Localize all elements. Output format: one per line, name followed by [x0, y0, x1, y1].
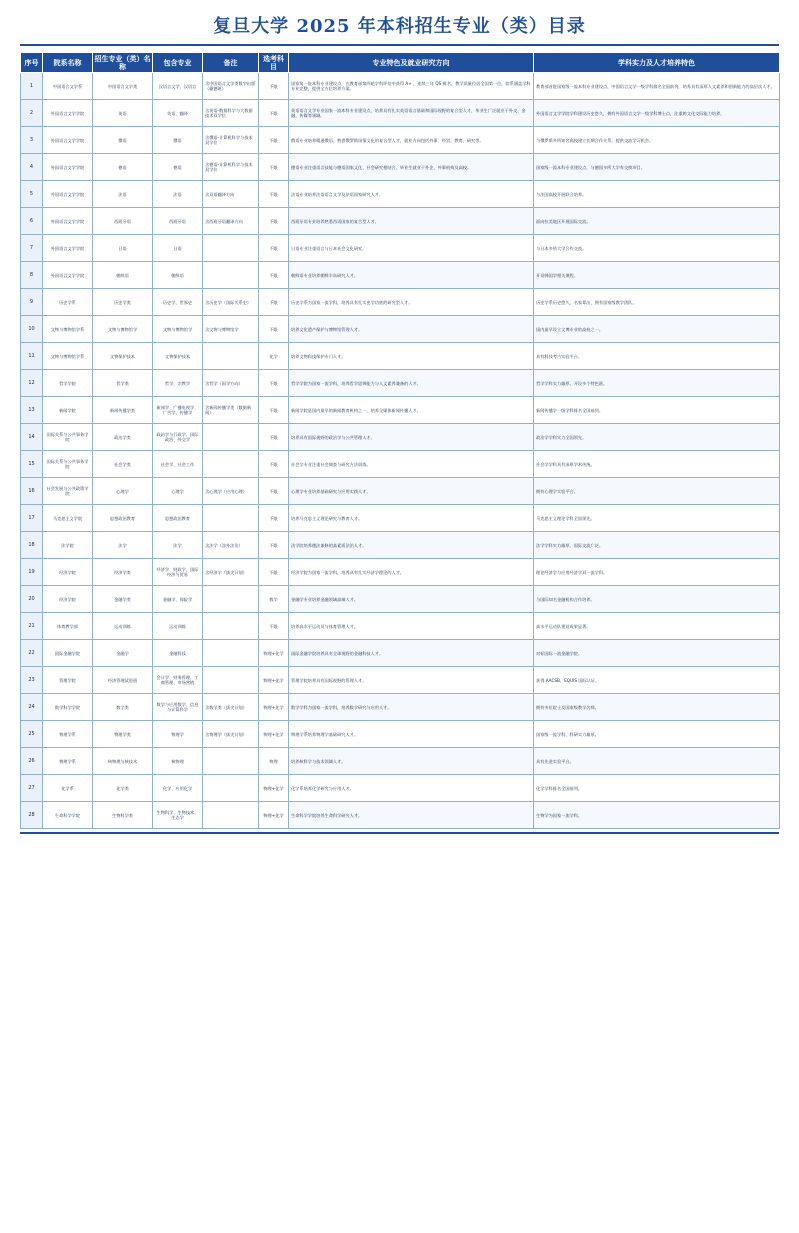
- row-feature: 获得 AACSB、EQUIS 国际认证。: [534, 667, 780, 694]
- row-feature: 具有先进实验平台。: [534, 748, 780, 775]
- row-major: 西班牙语: [93, 208, 153, 235]
- row-note: [203, 586, 259, 613]
- row-note: [203, 667, 259, 694]
- row-feature: 与日本多所大学合作交流。: [534, 235, 780, 262]
- row-note: [203, 451, 259, 478]
- row-major: 金融学: [93, 640, 153, 667]
- row-included-majors: 朝鲜语: [153, 262, 203, 289]
- table-row: [21, 370, 780, 397]
- title-divider: [20, 44, 779, 46]
- row-subject: 不限: [259, 181, 289, 208]
- row-included-majors: 文物与博物馆学: [153, 316, 203, 343]
- row-feature: 国家级一流本科专业建设点，与德国多所大学有交换项目。: [534, 154, 780, 181]
- row-included-majors: 运动训练: [153, 613, 203, 640]
- row-included-majors: 化学、应用化学: [153, 775, 203, 802]
- table-row: [21, 73, 780, 100]
- footer-divider: [20, 832, 779, 834]
- row-note: [203, 613, 259, 640]
- table-row: [21, 505, 780, 532]
- table-row: [21, 559, 780, 586]
- row-note: [203, 343, 259, 370]
- row-major: 生物科学类: [93, 802, 153, 829]
- row-major: 文物与博物馆学: [93, 316, 153, 343]
- row-subject: 物理+化学: [259, 802, 289, 829]
- header-included: 包含专业: [153, 53, 203, 73]
- table-row: [21, 613, 780, 640]
- row-subject: 不限: [259, 316, 289, 343]
- row-note: 含历史学（国际关系史）: [203, 289, 259, 316]
- row-major: 历史学类: [93, 289, 153, 316]
- row-included-majors: 英语、翻译: [153, 100, 203, 127]
- row-school: 法学院: [43, 532, 93, 559]
- row-school: 社会发展与公共政策学院: [43, 478, 93, 505]
- row-direction: 西班牙语专业培养熟悉西语国家的复合型人才。: [289, 208, 534, 235]
- row-major: 运动训练: [93, 613, 153, 640]
- row-index: 21: [21, 613, 43, 640]
- row-direction: 国际金融学院培养具有全球视野的金融科技人才。: [289, 640, 534, 667]
- row-subject: 不限: [259, 235, 289, 262]
- table-row: [21, 154, 780, 181]
- row-index: 23: [21, 667, 43, 694]
- row-index: 20: [21, 586, 43, 613]
- page-title: 复旦大学 2025 年本科招生专业（类）目录: [213, 16, 586, 37]
- row-index: 1: [21, 73, 43, 100]
- row-feature: 马克思主义理论学科全国领先。: [534, 505, 780, 532]
- row-major: 法语: [93, 181, 153, 208]
- row-included-majors: 法语: [153, 181, 203, 208]
- row-subject: 不限: [259, 154, 289, 181]
- row-index: 2: [21, 100, 43, 127]
- row-subject: 不限: [259, 289, 289, 316]
- row-subject: 不限: [259, 559, 289, 586]
- row-school: 文物与博物馆学系: [43, 343, 93, 370]
- table-row: [21, 802, 780, 829]
- row-school: 国际关系与公共事务学院: [43, 451, 93, 478]
- row-index: 3: [21, 127, 43, 154]
- row-school: 外国语言文学学院: [43, 181, 93, 208]
- row-subject: 不限: [259, 127, 289, 154]
- row-included-majors: 心理学: [153, 478, 203, 505]
- row-major: 俄语: [93, 127, 153, 154]
- header-direction: 专业特色及就业研究方向: [289, 53, 534, 73]
- row-school: 经济学院: [43, 559, 93, 586]
- row-major: 文物保护技术: [93, 343, 153, 370]
- row-major: 核物理与核技术: [93, 748, 153, 775]
- row-subject: 物理+化学: [259, 640, 289, 667]
- row-included-majors: 历史学、世界史: [153, 289, 203, 316]
- table-row: [21, 640, 780, 667]
- row-school: 生命科学学院: [43, 802, 93, 829]
- row-included-majors: 日语: [153, 235, 203, 262]
- row-note: 含物理学（拔尖计划）: [203, 721, 259, 748]
- row-major: 日语: [93, 235, 153, 262]
- row-feature: 对标国际一流金融学院。: [534, 640, 780, 667]
- row-index: 5: [21, 181, 43, 208]
- row-subject: 数学: [259, 586, 289, 613]
- row-subject: 不限: [259, 100, 289, 127]
- row-direction: 金融学专业培养金融领域高端人才。: [289, 586, 534, 613]
- row-school: 马克思主义学院: [43, 505, 93, 532]
- row-subject: 不限: [259, 505, 289, 532]
- row-note: 含新闻传播学类（数据新闻）: [203, 397, 259, 424]
- row-included-majors: 文物保护技术: [153, 343, 203, 370]
- row-school: 国际金融学院: [43, 640, 93, 667]
- row-feature: 外国语言文学学院学科建设历史悠久，拥有外国语言文学一级学科博士点，注重跨文化交际能力培养。: [534, 100, 780, 127]
- row-major: 心理学: [93, 478, 153, 505]
- table-row: [21, 235, 780, 262]
- row-major: 法学: [93, 532, 153, 559]
- row-index: 26: [21, 748, 43, 775]
- row-feature: 化学学科排名全国前列。: [534, 775, 780, 802]
- row-subject: 物理+化学: [259, 775, 289, 802]
- table-row: [21, 316, 780, 343]
- row-feature: 具有科技考古实验平台。: [534, 343, 780, 370]
- row-major: 德语: [93, 154, 153, 181]
- row-note: 含俄语-计算机科学与技术双学位: [203, 127, 259, 154]
- row-included-majors: 思想政治教育: [153, 505, 203, 532]
- row-school: 体育教学部: [43, 613, 93, 640]
- row-index: 27: [21, 775, 43, 802]
- row-direction: 俄语专业培养精通俄语、熟悉俄罗斯国情文化的复合型人才，就业方向包括外事、经贸、教育、研究等。: [289, 127, 534, 154]
- row-school: 管理学院: [43, 667, 93, 694]
- row-subject: 不限: [259, 451, 289, 478]
- row-subject: 物理+化学: [259, 694, 289, 721]
- row-index: 8: [21, 262, 43, 289]
- row-major: 数学类: [93, 694, 153, 721]
- row-note: [203, 424, 259, 451]
- row-feature: 历史学系历史悠久，名家辈出，拥有国家级教学团队。: [534, 289, 780, 316]
- row-index: 15: [21, 451, 43, 478]
- row-feature: 生物学为国家一流学科。: [534, 802, 780, 829]
- row-feature: 拥有心理学实验平台。: [534, 478, 780, 505]
- table-row: [21, 748, 780, 775]
- row-note: 含德语-计算机科学与技术双学位: [203, 154, 259, 181]
- row-index: 7: [21, 235, 43, 262]
- row-index: 28: [21, 802, 43, 829]
- row-subject: 物理+化学: [259, 667, 289, 694]
- row-direction: 国家第一批本科专业建设点，在教育部第四轮学科评估中获得 A+ ，连续三年 QS 排名、教学质量位居全国第一位，院系涵盖学科专业完整，提供全方位培养方案。: [289, 73, 534, 100]
- row-direction: 德语专业注重语言技能与德语国家文化、社会研究相结合，毕业生就业于外企、外事机构及高校。: [289, 154, 534, 181]
- header-feature: 学科实力及人才培养特色: [534, 53, 780, 73]
- row-feature: 政治学学科实力全国领先。: [534, 424, 780, 451]
- row-direction: 培养具有国际视野的政治学与公共管理人才。: [289, 424, 534, 451]
- row-direction: 化学系培养化学研究与应用人才。: [289, 775, 534, 802]
- row-index: 14: [21, 424, 43, 451]
- table-body: [21, 73, 780, 829]
- row-included-majors: 社会学、社会工作: [153, 451, 203, 478]
- row-subject: 不限: [259, 478, 289, 505]
- row-index: 24: [21, 694, 43, 721]
- row-major: 化学类: [93, 775, 153, 802]
- row-included-majors: 金融科技: [153, 640, 203, 667]
- row-school: 外国语言文学学院: [43, 235, 93, 262]
- row-direction: 历史学系为国家一流学科，培养具有扎实史学功底的研究型人才。: [289, 289, 534, 316]
- row-school: 化学系: [43, 775, 93, 802]
- row-included-majors: 政治学与行政学、国际政治、外交学: [153, 424, 203, 451]
- row-included-majors: 核物理: [153, 748, 203, 775]
- row-direction: 英语语言文学专业国家一流本科专业建设点，培养具有扎实英语语言基础和国际视野的复合型人才，毕业生广泛就业于外交、金融、传媒等领域。: [289, 100, 534, 127]
- table-row: [21, 343, 780, 370]
- row-included-majors: 法学: [153, 532, 203, 559]
- row-direction: 法语专业培养法语语言文学及法语国家研究人才。: [289, 181, 534, 208]
- row-feature: 社会学学科具有深厚学术传统。: [534, 451, 780, 478]
- header-index: 序号: [21, 53, 43, 73]
- row-index: 19: [21, 559, 43, 586]
- row-major: 金融学类: [93, 586, 153, 613]
- row-note: 含数学类（拔尖计划）: [203, 694, 259, 721]
- row-feature: 高水平运动队建设成果显著。: [534, 613, 780, 640]
- header-subject: 选考科目: [259, 53, 289, 73]
- row-direction: 心理学专业培养基础研究与应用实践人才。: [289, 478, 534, 505]
- row-direction: 培养文物科技保护专门人才。: [289, 343, 534, 370]
- row-major: 物理学类: [93, 721, 153, 748]
- row-index: 17: [21, 505, 43, 532]
- row-note: [203, 775, 259, 802]
- row-major: 英语: [93, 100, 153, 127]
- row-subject: 不限: [259, 208, 289, 235]
- row-major: 经济管理试验班: [93, 667, 153, 694]
- row-feature: 与俄罗斯多所知名高校建立长期合作关系，提供交流学习机会。: [534, 127, 780, 154]
- row-note: [203, 505, 259, 532]
- row-school: 文物与博物馆学系: [43, 316, 93, 343]
- row-school: 外国语言文学学院: [43, 208, 93, 235]
- row-direction: 数学学科为国家一流学科，培养数学研究与应用人才。: [289, 694, 534, 721]
- row-major: 中国语言文学类: [93, 73, 153, 100]
- row-included-majors: 金融学、保险学: [153, 586, 203, 613]
- row-feature: 开设韩国学相关课程。: [534, 262, 780, 289]
- row-direction: 社会学专业注重社会调查与研究方法训练。: [289, 451, 534, 478]
- row-note: 含西班牙语翻译方向: [203, 208, 259, 235]
- row-direction: 培养核科学与技术领域人才。: [289, 748, 534, 775]
- row-major: 社会学类: [93, 451, 153, 478]
- row-included-majors: 新闻学、广播电视学、广告学、传播学: [153, 397, 203, 424]
- row-major: 朝鲜语: [93, 262, 153, 289]
- row-included-majors: 西班牙语: [153, 208, 203, 235]
- row-direction: 新闻学院是国内最早的新闻教育机构之一，培养全媒体新闻传播人才。: [289, 397, 534, 424]
- header-school: 院系名称: [43, 53, 93, 73]
- row-direction: 哲学学院为国家一流学科，培养哲学思辨能力与人文素养兼备的人才。: [289, 370, 534, 397]
- row-index: 16: [21, 478, 43, 505]
- row-school: 新闻学院: [43, 397, 93, 424]
- table-row: [21, 532, 780, 559]
- row-subject: 化学: [259, 343, 289, 370]
- row-included-majors: 汉语言文学、汉语言: [153, 73, 203, 100]
- table-header-row: [21, 53, 780, 73]
- row-feature: 哲学学科实力雄厚，开设多个特色班。: [534, 370, 780, 397]
- row-index: 12: [21, 370, 43, 397]
- table-row: [21, 721, 780, 748]
- row-feature: 法学学科实力雄厚，国际交流广泛。: [534, 532, 780, 559]
- row-school: 经济学院: [43, 586, 93, 613]
- row-note: 含双语翻译方向: [203, 181, 259, 208]
- row-subject: 不限: [259, 613, 289, 640]
- row-note: 含文物与博物馆学: [203, 316, 259, 343]
- row-school: 中国语言文学系: [43, 73, 93, 100]
- table-row: [21, 667, 780, 694]
- row-note: [203, 802, 259, 829]
- row-included-majors: 物理学: [153, 721, 203, 748]
- row-included-majors: 数学与应用数学、信息与计算科学: [153, 694, 203, 721]
- row-feature: 理论经济学与应用经济学双一流学科。: [534, 559, 780, 586]
- row-subject: 不限: [259, 397, 289, 424]
- row-subject: 物理+化学: [259, 721, 289, 748]
- row-major: 经济学类: [93, 559, 153, 586]
- row-major: 思想政治教育: [93, 505, 153, 532]
- row-index: 13: [21, 397, 43, 424]
- row-note: 含经济学（拔尖计划）: [203, 559, 259, 586]
- row-included-majors: 哲学、宗教学: [153, 370, 203, 397]
- row-note: 含心理学（应用心理）: [203, 478, 259, 505]
- row-school: 物理学系: [43, 721, 93, 748]
- row-subject: 不限: [259, 532, 289, 559]
- row-school: 物理学系: [43, 748, 93, 775]
- row-major: 哲学类: [93, 370, 153, 397]
- row-direction: 培养马克思主义理论研究与教育人才。: [289, 505, 534, 532]
- row-feature: 与法国高校开展联合培养。: [534, 181, 780, 208]
- table-row: [21, 397, 780, 424]
- row-index: 18: [21, 532, 43, 559]
- row-index: 10: [21, 316, 43, 343]
- row-major: 新闻传播学类: [93, 397, 153, 424]
- row-included-majors: 德语: [153, 154, 203, 181]
- row-subject: 不限: [259, 262, 289, 289]
- table-row: [21, 181, 780, 208]
- row-subject: 物理: [259, 748, 289, 775]
- row-note: 含中国语言文学类数字出版（戴德班）: [203, 73, 259, 100]
- row-index: 22: [21, 640, 43, 667]
- table-row: [21, 424, 780, 451]
- row-school: 外国语言文学学院: [43, 127, 93, 154]
- row-subject: 不限: [259, 370, 289, 397]
- row-feature: 面向拉美地区开展国际交流。: [534, 208, 780, 235]
- row-note: [203, 640, 259, 667]
- table-row: [21, 208, 780, 235]
- row-direction: 经济学院为国家一流学科，培养具有扎实经济学理论的人才。: [289, 559, 534, 586]
- row-school: 数学科学学院: [43, 694, 93, 721]
- catalog-table: [20, 52, 780, 829]
- row-school: 历史学系: [43, 289, 93, 316]
- table-row: [21, 775, 780, 802]
- row-feature: 与国际知名金融机构合作培养。: [534, 586, 780, 613]
- row-school: 外国语言文学学院: [43, 262, 93, 289]
- row-index: 6: [21, 208, 43, 235]
- header-note: 备注: [203, 53, 259, 73]
- table-row: [21, 100, 780, 127]
- row-school: 外国语言文学学院: [43, 100, 93, 127]
- row-major: 政治学类: [93, 424, 153, 451]
- row-feature: 拥有多位院士及国家级教学名师。: [534, 694, 780, 721]
- row-included-majors: 经济学、财政学、国际经济与贸易: [153, 559, 203, 586]
- row-direction: 法学院培养德法兼修的高素质法治人才。: [289, 532, 534, 559]
- row-note: [203, 748, 259, 775]
- row-direction: 培养高水平运动员与体育管理人才。: [289, 613, 534, 640]
- row-feature: 国家级一流学科，科研实力雄厚。: [534, 721, 780, 748]
- row-feature: 教育部首批国家级一流本科专业建设点，中国语言文学一级学科排名全国前列，培养具有深厚人文素养和创新能力的高层次人才。: [534, 73, 780, 100]
- row-direction: 生命科学学院培养生命科学研究人才。: [289, 802, 534, 829]
- row-note: [203, 262, 259, 289]
- row-included-majors: 俄语: [153, 127, 203, 154]
- table-row: [21, 478, 780, 505]
- row-included-majors: 生物科学、生物技术、生态学: [153, 802, 203, 829]
- row-index: 25: [21, 721, 43, 748]
- row-feature: 新闻传播学一级学科排名全国前列。: [534, 397, 780, 424]
- row-index: 4: [21, 154, 43, 181]
- row-index: 11: [21, 343, 43, 370]
- row-note: [203, 235, 259, 262]
- table-row: [21, 127, 780, 154]
- row-direction: 管理学院培养具有国际视野的管理人才。: [289, 667, 534, 694]
- table-row: [21, 586, 780, 613]
- row-school: 国际关系与公共事务学院: [43, 424, 93, 451]
- table-row: [21, 451, 780, 478]
- row-subject: 不限: [259, 424, 289, 451]
- row-direction: 物理学系培养物理学基础研究人才。: [289, 721, 534, 748]
- table-row: [21, 289, 780, 316]
- row-school: 外国语言文学学院: [43, 154, 93, 181]
- row-direction: 朝鲜语专业培养朝鲜半岛研究人才。: [289, 262, 534, 289]
- table-row: [21, 694, 780, 721]
- row-included-majors: 会计学、财务管理、工商管理、市场营销: [153, 667, 203, 694]
- row-school: 哲学学院: [43, 370, 93, 397]
- row-index: 9: [21, 289, 43, 316]
- header-major: 招生专业（类）名称: [94, 54, 151, 71]
- row-direction: 日语专业注重语言与日本社会文化研究。: [289, 235, 534, 262]
- row-subject: 不限: [259, 73, 289, 100]
- row-direction: 培养文化遗产保护与博物馆管理人才。: [289, 316, 534, 343]
- row-note: 含哲学（国学方向）: [203, 370, 259, 397]
- row-feature: 国内最早设立文博专业的高校之一。: [534, 316, 780, 343]
- table-row: [21, 262, 780, 289]
- row-note: 含法学（涉外法治）: [203, 532, 259, 559]
- row-note: 含英语-数据科学与大数据技术双学位: [203, 100, 259, 127]
